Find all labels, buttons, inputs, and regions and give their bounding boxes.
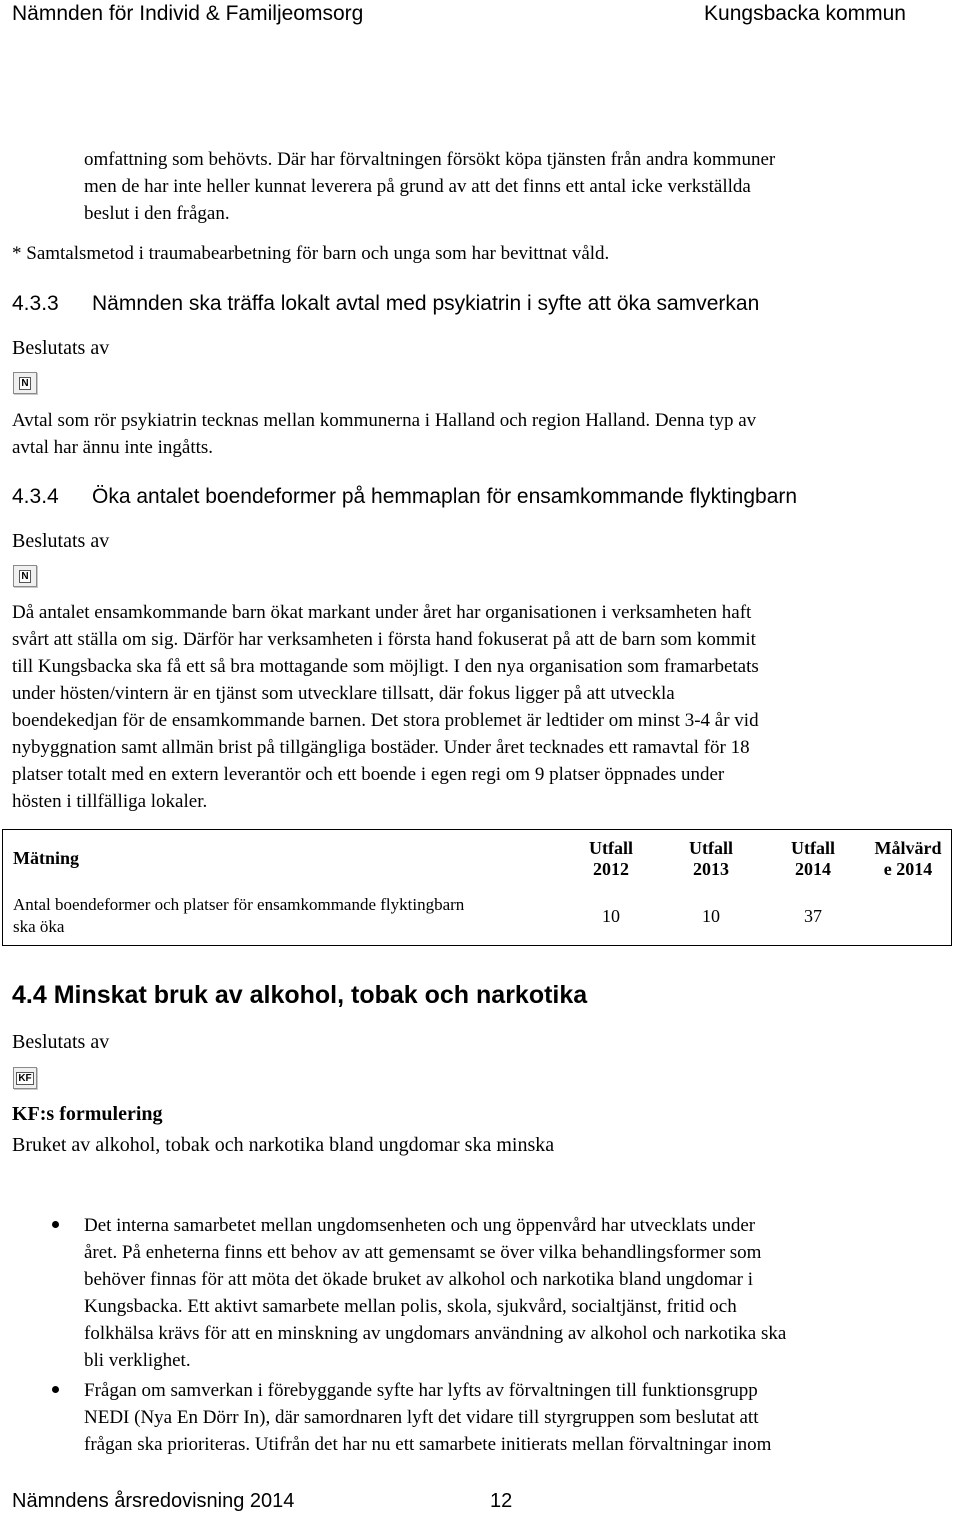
flag-kf-icon: KF xyxy=(13,1067,37,1089)
text-line: platser totalt med en extern leverantör och ett boende i egen regi om 9 platser öppnades under xyxy=(12,764,725,785)
header-malvarde-2014: Målvärd e 2014 xyxy=(874,837,942,879)
section-number: 4.3.3 xyxy=(12,292,59,315)
header-left: Nämnden för Individ & Familjeomsorg xyxy=(12,2,364,25)
text-line: frågan ska prioriteras. Utifrån det har nu ett samarbete initierats mellan förvaltningar inom xyxy=(84,1434,772,1455)
text-line: året. På enheterna finns ett behov av att gemensamt se över vilka behandlingsformer som xyxy=(84,1242,762,1263)
target-2014 xyxy=(865,888,952,946)
header-utfall-2012: Utfall 2012 xyxy=(589,837,633,879)
decided-by-label: Beslutats av xyxy=(12,337,110,359)
text-line: nybyggnation samt allmän brist på tillgängliga bostäder. Under året tecknades ett ramavtal för 18 xyxy=(12,737,750,758)
value-2013: 10 xyxy=(702,905,720,926)
text-line: Det interna samarbetet mellan ungdomsenheten och ung öppenvård har utvecklats under xyxy=(84,1215,756,1236)
list-item xyxy=(84,1212,786,1374)
text-line: Frågan om samverkan i förebyggande syfte har lyfts av förvaltningen till funktionsgrupp xyxy=(84,1380,758,1401)
text-line: beslut i den frågan. xyxy=(84,203,230,224)
bullet-icon xyxy=(52,1221,59,1228)
value-2014: 37 xyxy=(804,905,822,926)
section-paragraph xyxy=(12,599,759,815)
text-line: folkhälsa krävs för att en minskning av ungdomars användning av alkohol och narkotika ska xyxy=(84,1323,787,1344)
header-utfall-2013: Utfall 2013 xyxy=(689,837,733,879)
text-line: hösten i tillfälliga lokaler. xyxy=(12,791,208,812)
text-line: boendekedjan för de ensamkommande barnen. Det stora problemet är ledtider om minst 3-4 år vid xyxy=(12,710,759,731)
text-line: Då antalet ensamkommande barn ökat markant under året har organisationen i verksamheten haft xyxy=(12,602,752,623)
text-line: men de har inte heller kunnat leverera på grund av att det finns ett antal icke verkställda xyxy=(84,176,751,197)
flag-n-icon: N xyxy=(13,372,37,394)
table-row xyxy=(3,888,952,946)
text-line: Kungsbacka. Ett aktivt samarbete mellan polis, skola, sjukvård, socialtjänst, fritid och xyxy=(84,1296,737,1317)
text-line: NEDI (Nya En Dörr In), där samordnaren lyft det vidare till styrgruppen som beslutat att xyxy=(84,1407,759,1428)
text-line: behöver finnas för att möta det ökade bruket av alkohol och narkotika bland ungdomar i xyxy=(84,1269,754,1290)
text-line: svårt att ställa om sig. Därför har verksamheten i första hand fokuserat på att de barn som kommit xyxy=(12,629,756,650)
text-line: till Kungsbacka ska få ett så bra mottagande som möjligt. I den nya organisation som framarbetats xyxy=(12,656,759,677)
measurement-table xyxy=(2,829,952,946)
bullet-icon xyxy=(52,1386,59,1393)
kf-text: Bruket av alkohol, tobak och narkotika bland ungdomar ska minska xyxy=(12,1134,555,1156)
table-header-row xyxy=(3,830,952,888)
section-title: Nämnden ska träffa lokalt avtal med psykiatrin i syfte att öka samverkan xyxy=(92,292,760,315)
section-number: 4.3.4 xyxy=(12,485,59,508)
header-matning: Mätning xyxy=(13,848,80,869)
section-heading: 4.4 Minskat bruk av alkohol, tobak och narkotika xyxy=(12,981,588,1009)
row-label: Antal boendeformer och platser för ensamkommande flyktingbarn ska öka xyxy=(13,895,465,937)
intro-paragraph xyxy=(84,146,775,227)
text-line: bli verklighet. xyxy=(84,1350,191,1371)
footer-title: Nämndens årsredovisning 2014 xyxy=(12,1490,295,1512)
text-line: under hösten/vintern är en tjänst som utvecklare tillsatt, där fokus ligger på att utveckla xyxy=(12,683,675,704)
header-right: Kungsbacka kommun xyxy=(704,2,906,25)
section-paragraph xyxy=(12,407,756,461)
section-title: Öka antalet boendeformer på hemmaplan för ensamkommande flyktingbarn xyxy=(92,485,798,508)
kf-label: KF:s formulering xyxy=(12,1103,163,1125)
decided-by-label: Beslutats av xyxy=(12,1031,110,1053)
value-2012: 10 xyxy=(602,905,620,926)
decided-by-label: Beslutats av xyxy=(12,530,110,552)
footnote: * Samtalsmetod i traumabearbetning för barn och unga som har bevittnat våld. xyxy=(12,243,610,264)
text-line: avtal har ännu inte ingåtts. xyxy=(12,437,214,458)
header-utfall-2014: Utfall 2014 xyxy=(791,837,835,879)
flag-n-icon: N xyxy=(13,565,37,587)
page-number: 12 xyxy=(490,1490,513,1512)
text-line: omfattning som behövts. Där har förvaltningen försökt köpa tjänsten från andra kommuner xyxy=(84,149,776,170)
list-item xyxy=(84,1377,771,1458)
text-line: Avtal som rör psykiatrin tecknas mellan kommunerna i Halland och region Halland. Denna typ av xyxy=(12,410,757,431)
